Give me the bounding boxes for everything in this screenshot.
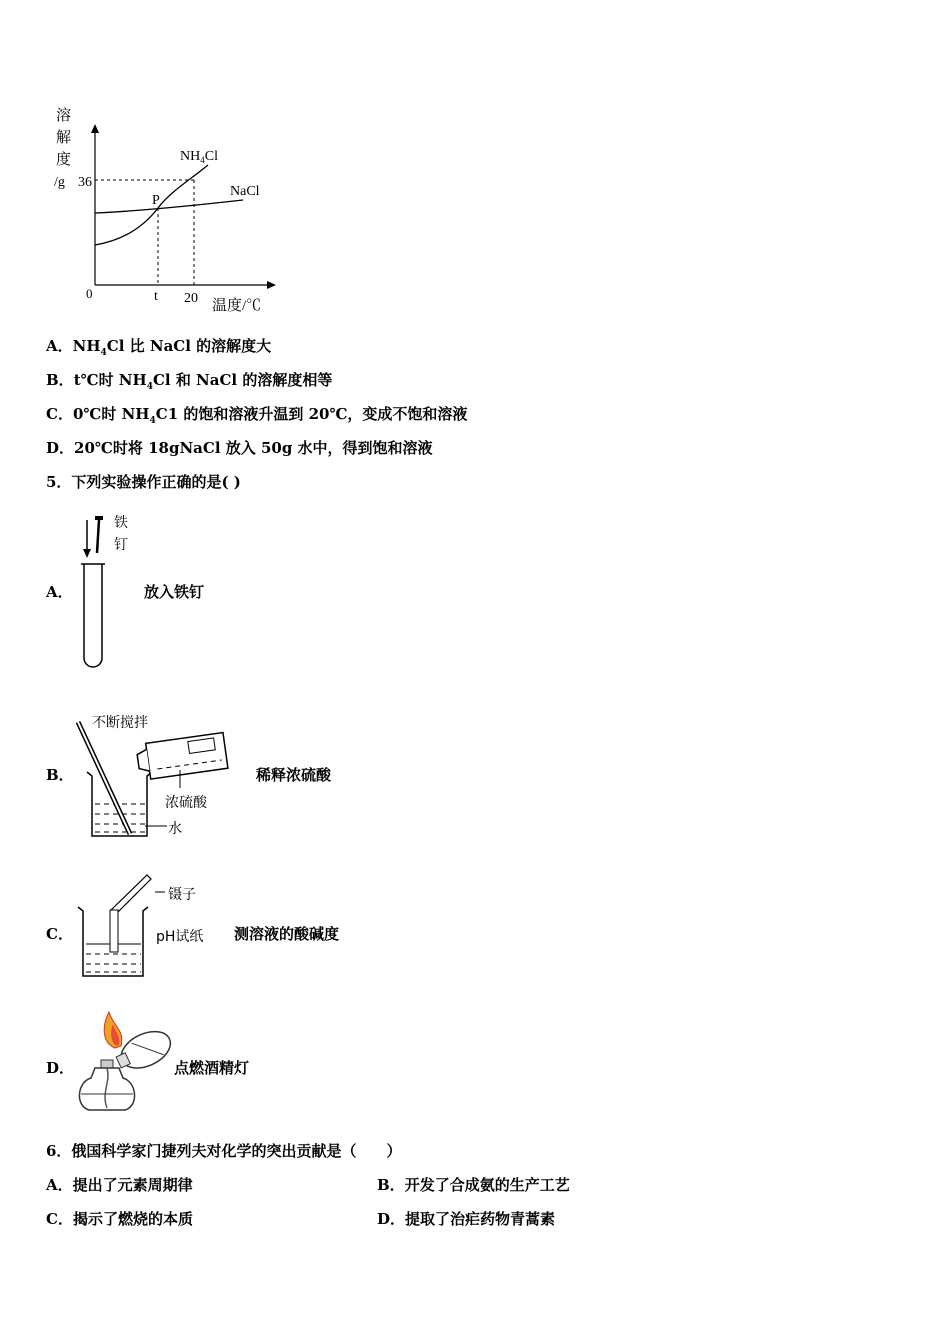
y-label-char-2: 解 (56, 130, 72, 146)
y-label-char-1: 溶 (56, 108, 72, 124)
fig-b-label-acid: 浓硫酸 (165, 795, 207, 811)
x-tick-t: t (154, 289, 158, 304)
y-label-char-3: 度 (56, 152, 72, 168)
fig-b-label-stir: 不断搅拌 (92, 715, 148, 731)
q6-option-d: D．提取了治疟药物青蒿素 (377, 1210, 556, 1228)
y-axis-arrow (91, 124, 99, 133)
q4-option-b: B．t℃时 $NH_4Cl$ 和 NaCl 的溶解度相等 (46, 371, 333, 392)
q4-option-a: A．$NH_4Cl$ 比 NaCl 的溶解度大 (46, 337, 272, 358)
fig-c-label-tweezers: 镊子 (168, 887, 196, 903)
solubility-chart (40, 100, 280, 320)
q6-option-b: B．开发了合成氨的生产工艺 (377, 1176, 570, 1194)
series-line-nacl (95, 200, 243, 213)
fig-c-label-ph-paper: pH试纸 (156, 929, 204, 945)
x-axis-arrow (267, 281, 276, 289)
q4-option-c: C．0℃时 $NH_4C1$ 的饱和溶液升温到 20℃，变成不饱和溶液 (46, 405, 468, 426)
q5-option-b-letter: B． (46, 766, 74, 784)
q5-stem: 5．下列实验操作正确的是( ) (46, 473, 241, 491)
q4-option-d: D．20℃时将 18gNaCl 放入 50g 水中，得到饱和溶液 (46, 439, 433, 457)
q5-option-c-caption: 测溶液的酸碱度 (234, 925, 340, 943)
series-label-nacl: NaCl (230, 184, 260, 199)
q5-option-c-letter: C． (46, 925, 73, 943)
y-unit-label: /g (54, 175, 65, 190)
figure-test-tube-nail (75, 508, 145, 673)
fig-b-label-water: 水 (168, 821, 182, 837)
x-axis-label: 温度/℃ (212, 298, 262, 314)
q5-option-d-letter: D． (46, 1059, 75, 1077)
q5-option-a-letter: A． (46, 583, 73, 601)
q6-stem: 6．俄国科学家门捷列夫对化学的突出贡献是（ ） (46, 1142, 402, 1160)
fig-a-label-1: 铁 (114, 515, 128, 531)
point-label-p: P (152, 193, 160, 208)
q6-option-a: A．提出了元素周期律 (46, 1176, 193, 1194)
fig-a-label-2: 钉 (114, 537, 128, 553)
q5-option-a-caption: 放入铁钉 (144, 583, 205, 601)
x-tick-20: 20 (184, 291, 198, 306)
q6-option-c: C．揭示了燃烧的本质 (46, 1210, 193, 1228)
figure-alcohol-lamps (75, 1008, 175, 1116)
x-tick-0: 0 (86, 286, 93, 301)
series-label-nh4cl: $NH_4Cl$ (180, 149, 218, 165)
q5-option-d-caption: 点燃酒精灯 (174, 1059, 250, 1077)
q5-option-b-caption: 稀释浓硫酸 (256, 766, 332, 784)
figure-ph-test (75, 870, 165, 980)
y-tick-36: 36 (78, 175, 92, 190)
